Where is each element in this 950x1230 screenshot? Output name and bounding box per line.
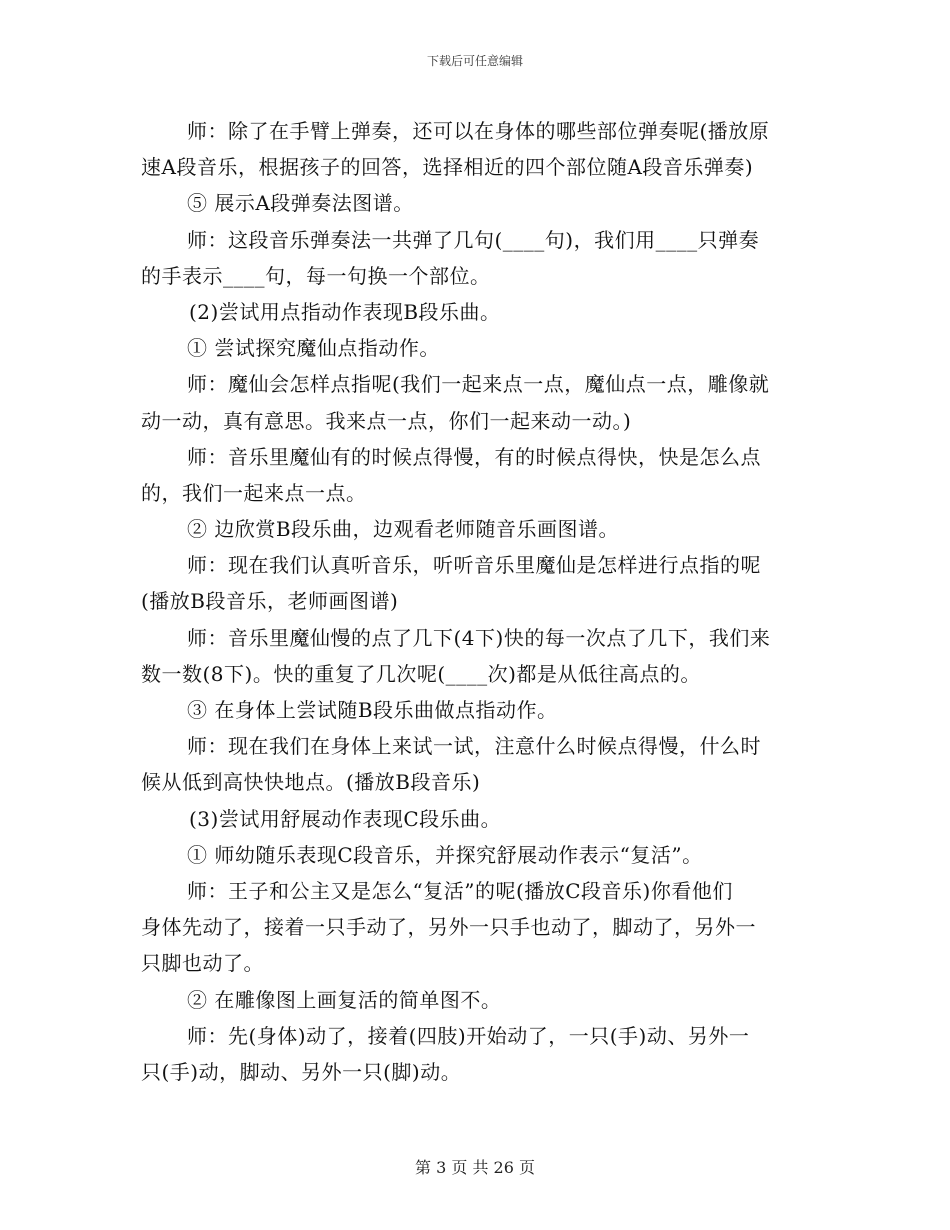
paragraph-line: 候从低到高快快地点。(播放B段音乐) [141, 770, 481, 795]
list-item: ① 尝试探究魔仙点指动作。 [187, 336, 440, 361]
document-body [141, 113, 816, 1090]
paragraph-line: 师：魔仙会怎样点指呢(我们一起来点一点，魔仙点一点，雕像就 [187, 372, 770, 397]
paragraph-line: 师：先(身体)动了，接着(四肢)开始动了，一只(手)动、另外一 [187, 1023, 750, 1048]
paragraph-line: 动一动，真有意思。我来点一点，你们一起来动一动。) [141, 408, 632, 433]
paragraph-line: 只(手)动，脚动、另外一只(脚)动。 [141, 1059, 462, 1084]
list-item: ② 边欣赏B段乐曲，边观看老师随音乐画图谱。 [187, 517, 620, 542]
paragraph-line: 师：王子和公主又是怎么“复活”的呢(播放C段音乐)你看他们 [187, 878, 733, 903]
paragraph-line: 师：现在我们认真听音乐，听听音乐里魔仙是怎样进行点指的呢 [187, 553, 761, 578]
section-heading: (2)尝试用点指动作表现B段乐曲。 [189, 299, 501, 324]
paragraph-line: 师：这段音乐弹奏法一共弹了几句(____句)，我们用____只弹奏 [187, 227, 760, 252]
paragraph-line: 师：现在我们在身体上来试一试，注意什么时候点得慢，什么时 [187, 734, 761, 759]
list-item: ③ 在身体上尝试随B段乐曲做点指动作。 [187, 698, 558, 722]
paragraph-line: 数一数(8下)。快的重复了几次呢(____次)都是从低往高点的。 [141, 661, 701, 686]
list-item: ⑤ 展示A段弹奏法图谱。 [187, 191, 414, 216]
paragraph-line: 师：音乐里魔仙有的时候点得慢，有的时候点得快，快是怎么点 [187, 444, 761, 469]
paragraph-line: 师：音乐里魔仙慢的点了几下(4下)快的每一次点了几下，我们来 [187, 625, 771, 650]
list-item: ② 在雕像图上画复活的简单图不。 [187, 987, 502, 1012]
paragraph-line: 只脚也动了。 [141, 951, 264, 976]
list-item: ① 师幼随乐表现C段音乐，并探究舒展动作表示“复活”。 [187, 842, 703, 867]
page-header: 下载后可任意编辑 [426, 54, 523, 68]
paragraph-line: 的，我们一起来点一点。 [141, 480, 367, 505]
paragraph-line: 速A段音乐，根据孩子的回答，选择相近的四个部位随A段音乐弹奏) [141, 155, 754, 180]
paragraph-line: 师：除了在手臂上弹奏，还可以在身体的哪些部位弹奏呢(播放原 [187, 119, 770, 143]
section-heading: (3)尝试用舒展动作表现C段乐曲。 [189, 806, 502, 831]
page-footer: 第 3 页 共 26 页 [415, 1158, 535, 1177]
paragraph-line: (播放B段音乐，老师画图谱) [141, 589, 399, 614]
paragraph-line: 的手表示____句，每一句换一个部位。 [141, 263, 491, 288]
paragraph-line: 身体先动了，接着一只手动了，另外一只手也动了，脚动了，另外一 [141, 915, 756, 940]
